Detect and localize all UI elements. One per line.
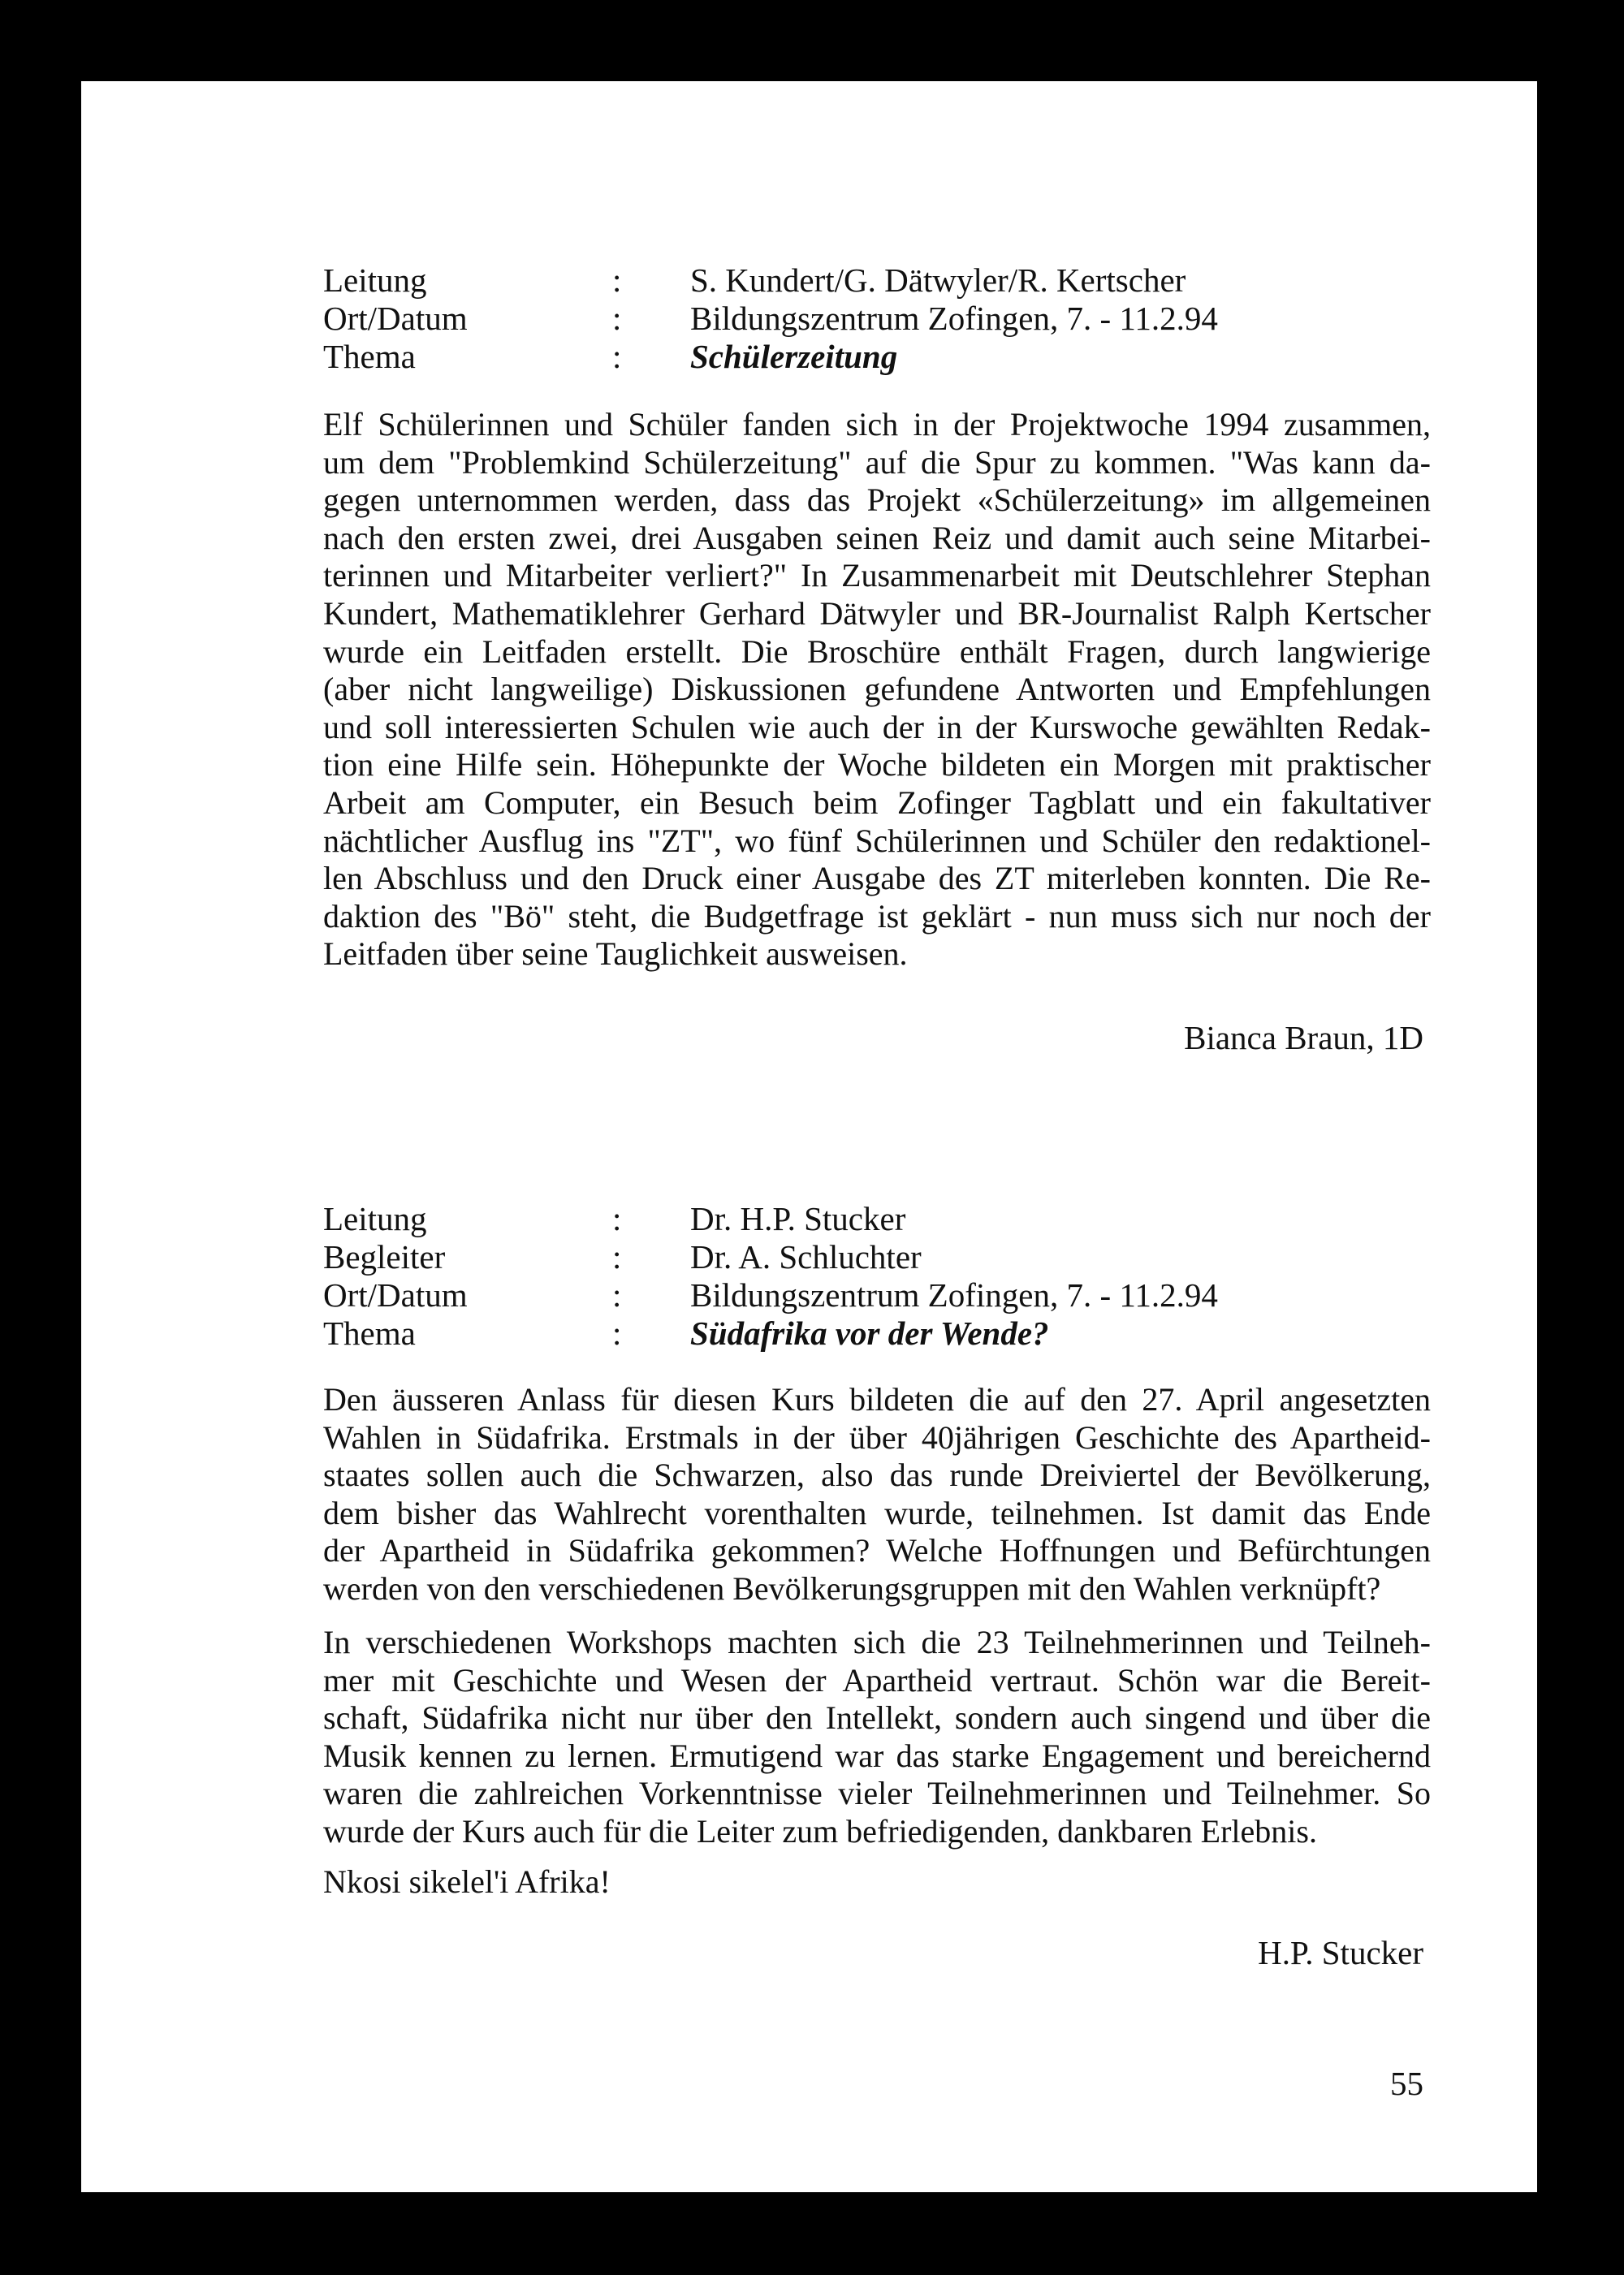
text-line: waren die zahlreichen Vorkenntnisse vieler Teilnehmerinnen und Teilnehmer. So [323, 1775, 1431, 1812]
course-meta-suedafrika [323, 1200, 1218, 1353]
author-signature: H.P. Stucker [1258, 1934, 1423, 1971]
meta-separator: : [612, 300, 622, 337]
meta-label: Ort/Datum [323, 1276, 468, 1314]
meta-separator: : [612, 261, 622, 299]
text-line: wurde der Kurs auch für die Leiter zum befriedigenden, dankbaren Erlebnis. [323, 1812, 1317, 1850]
meta-row-leitung [323, 1200, 1218, 1238]
author-signature: Bianca Braun, 1D [1184, 1019, 1423, 1056]
meta-label: Thema [323, 338, 416, 375]
meta-row-begleiter [323, 1238, 1218, 1276]
meta-row-ort-datum [323, 300, 1218, 338]
text-line: daktion des "Bö" steht, die Budgetfrage ist geklärt - nun muss sich nur noch der [323, 897, 1431, 935]
meta-row-leitung [323, 261, 1218, 300]
meta-separator: : [612, 1314, 622, 1352]
report-paragraph-suedafrika-2 [323, 1624, 1431, 1851]
text-line: um dem "Problemkind Schülerzeitung" auf die Spur zu kommen. "Was kann da- [323, 443, 1431, 481]
text-line: schaft, Südafrika nicht nur über den Intellekt, sondern auch singend und über die [323, 1699, 1431, 1737]
text-line: Wahlen in Südafrika. Erstmals in der über 40jährigen Geschichte des Apartheid- [323, 1418, 1431, 1456]
page-number: 55 [1390, 2065, 1423, 2102]
meta-row-ort-datum [323, 1276, 1218, 1314]
meta-row-thema [323, 338, 1218, 376]
text-line: dem bisher das Wahlrecht vorenthalten wurde, teilnehmen. Ist damit das Ende [323, 1494, 1431, 1531]
text-line: (aber nicht langweilige) Diskussionen gefundene Antworten und Empfehlungen [323, 671, 1431, 708]
course-topic: Schülerzeitung [690, 338, 898, 375]
report-paragraph-suedafrika-1 [323, 1381, 1431, 1608]
text-line: Arbeit am Computer, ein Besuch beim Zofinger Tagblatt und ein fakultativer [323, 784, 1431, 821]
course-topic: Südafrika vor der Wende? [690, 1314, 1049, 1352]
meta-value: Bildungszentrum Zofingen, 7. - 11.2.94 [690, 1276, 1218, 1314]
text-line: Nkosi sikelel'i Afrika! [323, 1863, 611, 1900]
meta-label: Leitung [323, 261, 427, 299]
text-line: Musik kennen zu lernen. Ermutigend war das starke Engagement und bereichernd [323, 1737, 1431, 1774]
closing-line [323, 1863, 1431, 1902]
meta-separator: : [612, 1238, 622, 1276]
text-line: len Abschluss und den Druck einer Ausgabe des ZT miterleben konnten. Die Re- [323, 860, 1431, 897]
meta-label: Ort/Datum [323, 300, 468, 337]
text-line: wurde ein Leitfaden erstellt. Die Broschüre enthält Fragen, durch langwierige [323, 632, 1431, 670]
meta-row-thema [323, 1314, 1218, 1353]
meta-separator: : [612, 338, 622, 375]
meta-value: S. Kundert/G. Dätwyler/R. Kertscher [690, 261, 1186, 299]
meta-separator: : [612, 1200, 622, 1237]
text-line: Den äusseren Anlass für diesen Kurs bildeten die auf den 27. April angesetzten [323, 1381, 1431, 1418]
report-paragraph-schuelerzeitung [323, 406, 1431, 973]
text-line: gegen unternommen werden, dass das Projekt «Schülerzeitung» im allgemeinen [323, 481, 1431, 519]
text-line: der Apartheid in Südafrika gekommen? Welche Hoffnungen und Befürchtungen [323, 1532, 1431, 1569]
text-line: Kundert, Mathematiklehrer Gerhard Dätwyler und BR-Journalist Ralph Kertscher [323, 594, 1431, 632]
text-line: Elf Schülerinnen und Schüler fanden sich in der Projektwoche 1994 zusammen, [323, 406, 1431, 442]
text-line: staates sollen auch die Schwarzen, also das runde Dreiviertel der Bevölkerung, [323, 1457, 1431, 1494]
meta-label: Begleiter [323, 1238, 446, 1276]
text-line: tion eine Hilfe sein. Höhepunkte der Woche bildeten ein Morgen mit praktischer [323, 746, 1431, 784]
meta-value: Dr. A. Schluchter [690, 1238, 922, 1276]
meta-label: Leitung [323, 1200, 427, 1237]
meta-separator: : [612, 1276, 622, 1314]
text-line: Leitfaden über seine Tauglichkeit ausweisen. [323, 935, 908, 973]
meta-label: Thema [323, 1314, 416, 1352]
meta-value: Dr. H.P. Stucker [690, 1200, 906, 1237]
text-line: nächtlicher Ausflug ins "ZT", wo fünf Schülerinnen und Schüler den redaktionel- [323, 822, 1431, 859]
text-line: In verschiedenen Workshops machten sich die 23 Teilnehmerinnen und Teilneh- [323, 1624, 1431, 1660]
meta-value: Bildungszentrum Zofingen, 7. - 11.2.94 [690, 300, 1218, 337]
text-line: werden von den verschiedenen Bevölkerungsgruppen mit den Wahlen verknüpft? [323, 1569, 1381, 1607]
course-meta-schuelerzeitung [323, 261, 1218, 376]
document-page [81, 81, 1537, 2192]
text-line: nach den ersten zwei, drei Ausgaben seinen Reiz und damit auch seine Mitarbei- [323, 519, 1431, 556]
text-line: und soll interessierten Schulen wie auch der in der Kurswoche gewählten Redak- [323, 708, 1431, 745]
text-line: mer mit Geschichte und Wesen der Apartheid vertraut. Schön war die Bereit- [323, 1661, 1431, 1699]
text-line: terinnen und Mitarbeiter verliert?" In Zusammenarbeit mit Deutschlehrer Stephan [323, 557, 1431, 594]
